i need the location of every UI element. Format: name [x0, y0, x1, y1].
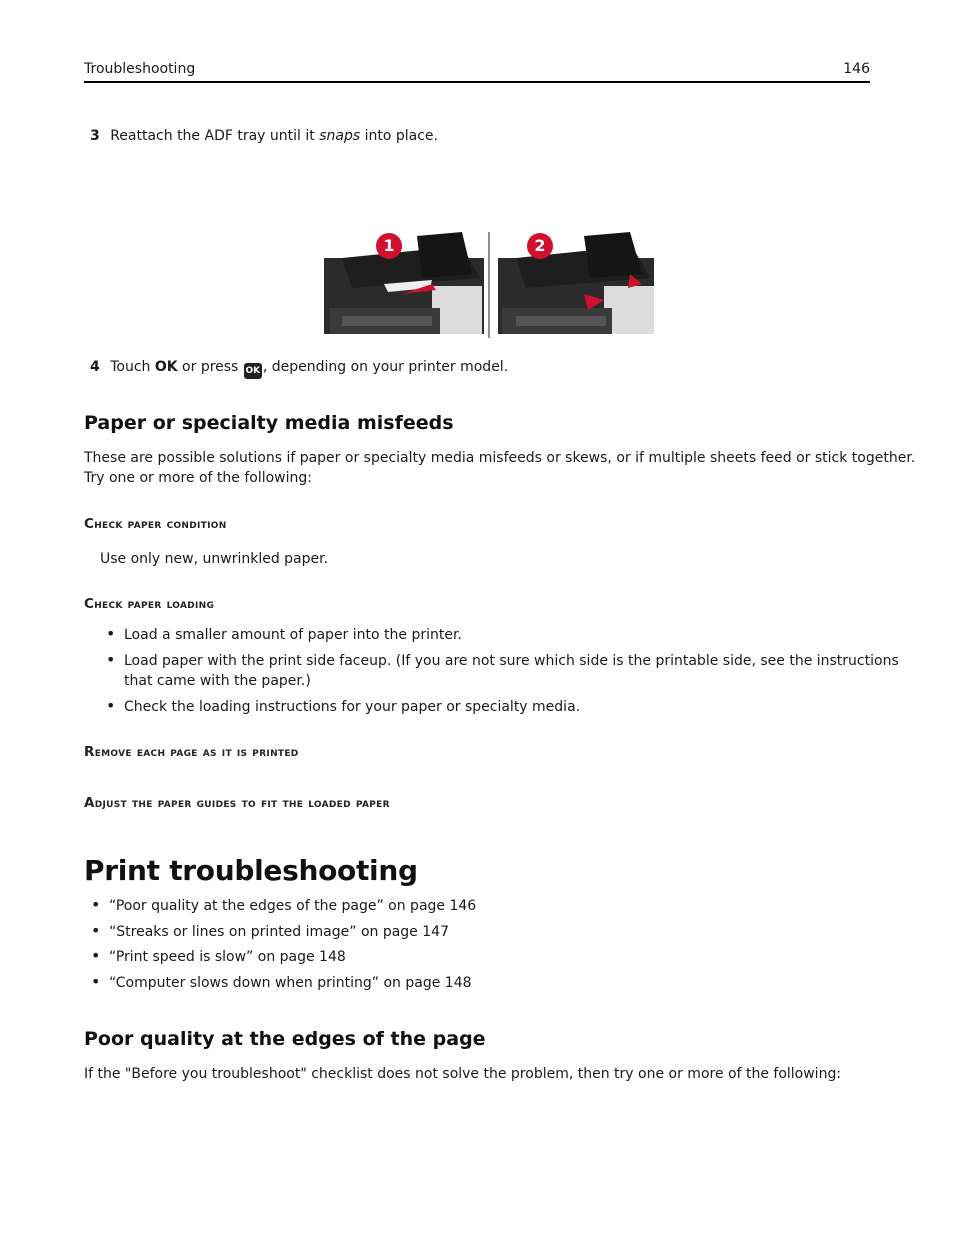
bullet-icon: •	[106, 696, 116, 715]
subheading-adjust-paper-guides: Adjust the paper guides to fit the loaded paper	[84, 795, 390, 811]
step-4	[90, 357, 508, 379]
printer-illustration	[322, 228, 658, 340]
running-header-section: Troubleshooting	[84, 61, 196, 77]
ok-key-icon: OK	[244, 363, 262, 379]
step-number: 4	[90, 359, 100, 375]
link-poor-quality[interactable]: “Poor quality at the edges of the page” on page 146	[109, 898, 477, 914]
misfeeds-intro-line2: Try one or more of the following:	[84, 470, 312, 486]
adf-tray-figure	[322, 228, 658, 340]
subheading-remove-each-page: Remove each page as it is printed	[84, 744, 299, 760]
subheading-check-paper-loading: Check paper loading	[84, 596, 215, 612]
step-badge-1: 1	[376, 233, 402, 259]
step-text-end: into place.	[360, 128, 438, 144]
ok-label: OK	[154, 359, 178, 375]
check-condition-text: Use only new, unwrinkled paper.	[100, 551, 329, 567]
bullet-icon: •	[91, 921, 101, 940]
link-print-speed[interactable]: “Print speed is slow” on page 148	[109, 949, 346, 965]
misfeeds-intro-line1: These are possible solutions if paper or specialty media misfeeds or skews, or if multiple sheets feed or stick together.	[84, 450, 916, 466]
link-computer-slows[interactable]: “Computer slows down when printing” on page 148	[109, 975, 472, 991]
page-number: 146	[843, 61, 870, 77]
step-text: , depending on your printer model.	[262, 359, 509, 375]
header-rule	[84, 81, 870, 83]
list-item-continued: that came with the paper.)	[124, 673, 311, 689]
step-3	[90, 126, 438, 146]
section-title-poor-quality: Poor quality at the edges of the page	[84, 1028, 486, 1050]
chapter-title-print-troubleshooting: Print troubleshooting	[84, 854, 418, 887]
step-number: 3	[90, 128, 100, 144]
bullet-icon: •	[91, 972, 101, 991]
printer-left	[324, 232, 484, 334]
link-streaks[interactable]: “Streaks or lines on printed image” on page 147	[109, 924, 449, 940]
bullet-icon: •	[91, 895, 101, 914]
subheading-check-paper-condition: Check paper condition	[84, 516, 227, 532]
step-text: or press	[177, 359, 243, 375]
bullet-icon: •	[106, 650, 116, 669]
step-badge-2: 2	[527, 233, 553, 259]
bullet-icon: •	[91, 946, 101, 965]
list-item: Check the loading instructions for your paper or specialty media.	[124, 699, 581, 715]
bullet-icon: •	[106, 624, 116, 643]
printer-right	[498, 232, 654, 334]
list-item: Load paper with the print side faceup. (If you are not sure which side is the printable side, see the instructions	[124, 653, 899, 669]
section-title-misfeeds: Paper or specialty media misfeeds	[84, 412, 454, 434]
step-text: Touch	[110, 359, 155, 375]
step-text: Reattach the ADF tray until it	[110, 128, 320, 144]
poor-quality-text: If the "Before you troubleshoot" checklist does not solve the problem, then try one or more of the following:	[84, 1066, 842, 1082]
list-item: Load a smaller amount of paper into the printer.	[124, 627, 462, 643]
step-emphasis: snaps	[319, 128, 361, 144]
